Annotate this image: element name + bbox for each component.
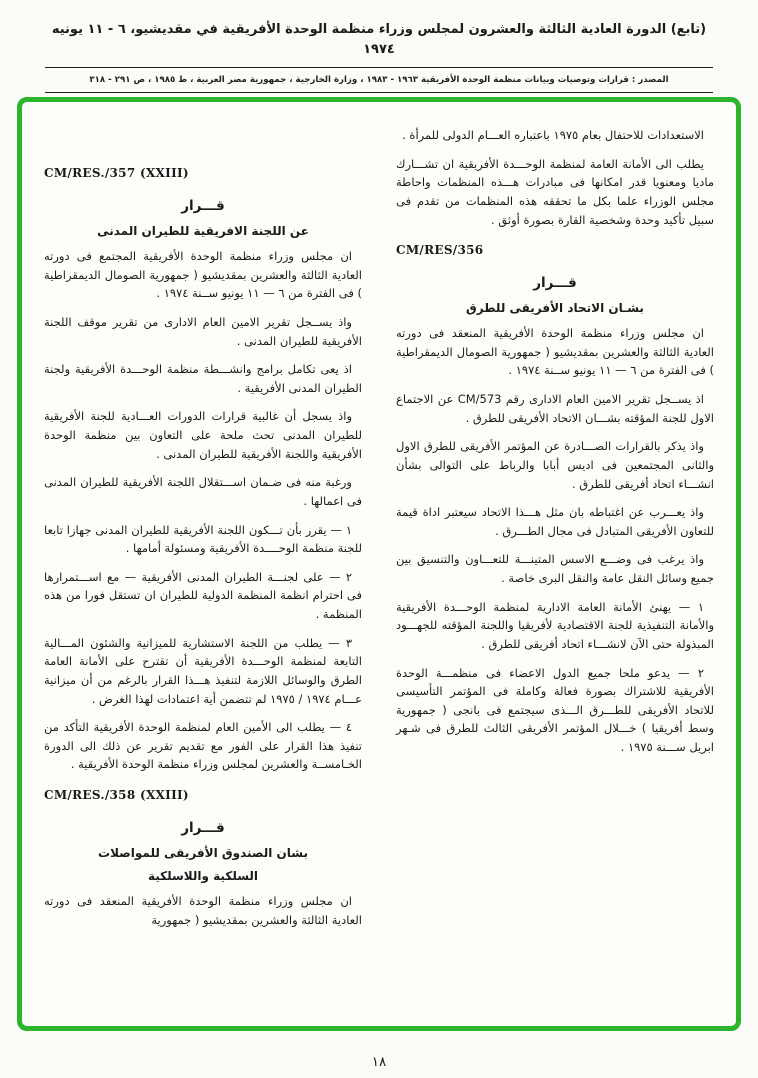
paragraph: واذ يسجل أن غالبية قرارات الدورات العـــادية للجنة الأفريقية للطيران المدنى تحث ملحة على التعاون بين منظمة الوحدة الأفريقية واللجنة الأفريقية للطيران المدنى . <box>44 409 362 461</box>
paragraph: واذ يعـــرب عن اغتباطه بان مثل هـــذا الاتحاد سيعتبر اداة قيمة للتعاون الأفريقى المتبادل فى مجال الطـــرق . <box>396 505 714 538</box>
page-number: ١٨ <box>371 1054 387 1070</box>
content-frame <box>17 97 741 1031</box>
resolution-subtitle: بشـان الاتحاد الأفريقى للطرق <box>466 301 644 316</box>
resolution-title: قـــرار <box>181 820 225 836</box>
session-title: (تابع) الدورة العادية الثالثة والعشرون لمجلس وزراء منظمة الوحدة الأفريقية في مقديشيو، ٦ - ١١ يونيه ١٩٧٤ <box>51 22 707 57</box>
source-line: المصدر : قرارات وتوصيات وبيانات منظمة الوحدة الأفريقية ١٩٦٣ - ١٩٨٣ ، وزارة الخارجية ، جمهورية مصر العربية ، ط ١٩٨٥ ، ص ٢٩١ - ٣١٨ <box>89 75 669 85</box>
resolution-subtitle: عن اللجنة الافريقية للطيران المدنى <box>97 224 309 238</box>
paragraph: ٣ — يطلب من اللجنة الاستشارية للميزانية والشئون المـــالية التابعة لمنظمة الوحـــدة الأفريقية أن تقترح على الأمانة العامة الطرق والوسائل اللازمة لتنفيذ هـــذا القرار بالرغم من أن ميزانية عـــام ١٩٧٤ / ١٩٧٥ لم تتضمن أية اعتمادات لهذا الغرض . <box>44 635 362 706</box>
paragraph: ١ — يقرر بأن تـــكون اللجنة الأفريقية للطيران المدنى جهازا تابعا للجنة منظمة الوحــــدة الأفريقية ومسئولة أمامها . <box>44 522 362 556</box>
paragraph: ١ — يهنئ الأمانة العامة الادارية لمنظمة الوحـــدة الأفريقية والأمانة التنفيذية للجنة الاقتصادية لأفريقيا واللجنة المؤقته للجهـــود المبذولة حتى الآن لانشـــاء اتحاد أفريقى للطرق . <box>396 599 714 651</box>
paragraph: ان مجلس وزراء منظمة الوحدة الأفريقية المنعقد فى دورته العادية الثالثة والعشرين بمقديشيو ( جمهورية <box>44 894 362 927</box>
paragraph: ٢ — على لجنـــة الطيران المدنى الأفريقية — مع اســـتمرارها فى احترام انظمة المنظمة الدولية للطيران ان تستقل فورا من هذه المنظمة . <box>44 569 362 621</box>
paragraph: اذ يســجل تقرير الامين العام الادارى رقم CM/573 عن الاجتماع الاول للجنة المؤقته بشـــان الاتحاد الأفريقى للطرق . <box>396 392 714 425</box>
paragraph: الاستعدادات للاحتفال بعام ١٩٧٥ باعتباره العـــام الدولى للمرأة . <box>402 128 704 142</box>
paragraph: ٢ — يدعو ملحا جميع الدول الاعضاء فى منظمـــة الوحدة الأفريقية للاشتراك بصورة فعالة وكاملة فى المؤتمر التأسيسى للاتحاد الأفريقى للطـــرق الـــذى سيجتمع فى بانجى ( جمهورية وسط أفريقيا ) خـــلال المؤتمر الأفريقى الثالث للطرق فى شـهر ابريل ســـنة ١٩٧٥ . <box>396 665 714 754</box>
column-right <box>396 126 714 1010</box>
header-divider-top <box>45 67 713 68</box>
paragraph: واذ يذكر بالقرارات الصـــادرة عن المؤتمر الأفريقى للطرق الاول والثانى المجتمعين فى اديس أبابا والرباط على التوالى بشأن انشـــاء اتحاد أفريقى للطرق . <box>396 439 714 491</box>
column-left <box>44 126 362 1010</box>
resolution-ref: CM/RES./357 (XXIII) <box>44 166 189 180</box>
paragraph: واذ يرغب فى وضـــع الاسس المتينـــة للتعـــاون والتنسيق بين جميع وسائل النقل عامة والنقل البرى خاصة . <box>396 552 714 585</box>
paragraph: ان مجلس وزراء منظمة الوحدة الأفريقية المجتمع فى دورته العادية الثالثة والعشرين بمقديشيو ( جمهورية الصومال الديمقراطية ) فى الفترة من ٦ — ١١ يونيو ســنة ١٩٧٤ . <box>44 249 362 301</box>
resolution-title: قـــرار <box>181 198 225 214</box>
paragraph: ٤ — يطلب الى الأمين العام لمنظمة الوحدة الأفريقية التأكد من تنفيذ هذا القرار على الفور مع تقديم تقرير عن ذلك الى الدورة الخـامســة والعشرين لمجلس وزراء منظمة الوحدة الأفريقية . <box>44 720 362 772</box>
paragraph: ان مجلس وزراء منظمة الوحدة الأفريقية المنعقد فى دورته العادية الثالثة والعشرين بمقديشيو ( جمهورية الصومال الديمقراطية ) فى الفترة من ٦ — ١١ يونيو ســنة ١٩٧٤ . <box>396 326 714 378</box>
paragraph: واذ يســجل تقرير الامين العام الادارى من تقرير موقف اللجنة الأفريقية للطيران المدنى . <box>44 314 362 348</box>
paragraph: اذ يعى تكامل برامج وانشـــطة منظمة الوحـــدة الأفريقية ولجنة الطيران المدنى الأفريقية . <box>44 362 362 395</box>
resolution-ref: CM/RES./358 (XXIII) <box>44 788 189 802</box>
page-header <box>43 0 715 93</box>
paragraph: ورغبة منه فى ضـمان اســـتقلال اللجنة الأفريقية للطيران المدنى فى اعمالها . <box>44 475 362 508</box>
resolution-title: قـــرار <box>533 275 577 292</box>
paragraph: يطلب الى الأمانة العامة لمنظمة الوحـــدة الأفريقية ان تشـــارك ماديا ومعنويا قدر امكانها فى مبادرات هـــذه المنظمات واحاطة مجلس الوزراء علما بكل ما تحققه هذه المنظمات من تقدم فى سبيل تأكيد وحدة وشخصية القارة بصورة أوثق . <box>396 156 714 227</box>
resolution-ref: CM/RES/356 <box>396 243 484 258</box>
two-column-layout <box>44 126 714 1010</box>
resolution-subtitle: السلكية واللاسلكية <box>147 869 259 883</box>
header-divider-bottom <box>45 92 713 93</box>
resolution-subtitle: بشان الصندوق الأفريقى للمواصلات <box>98 846 308 860</box>
